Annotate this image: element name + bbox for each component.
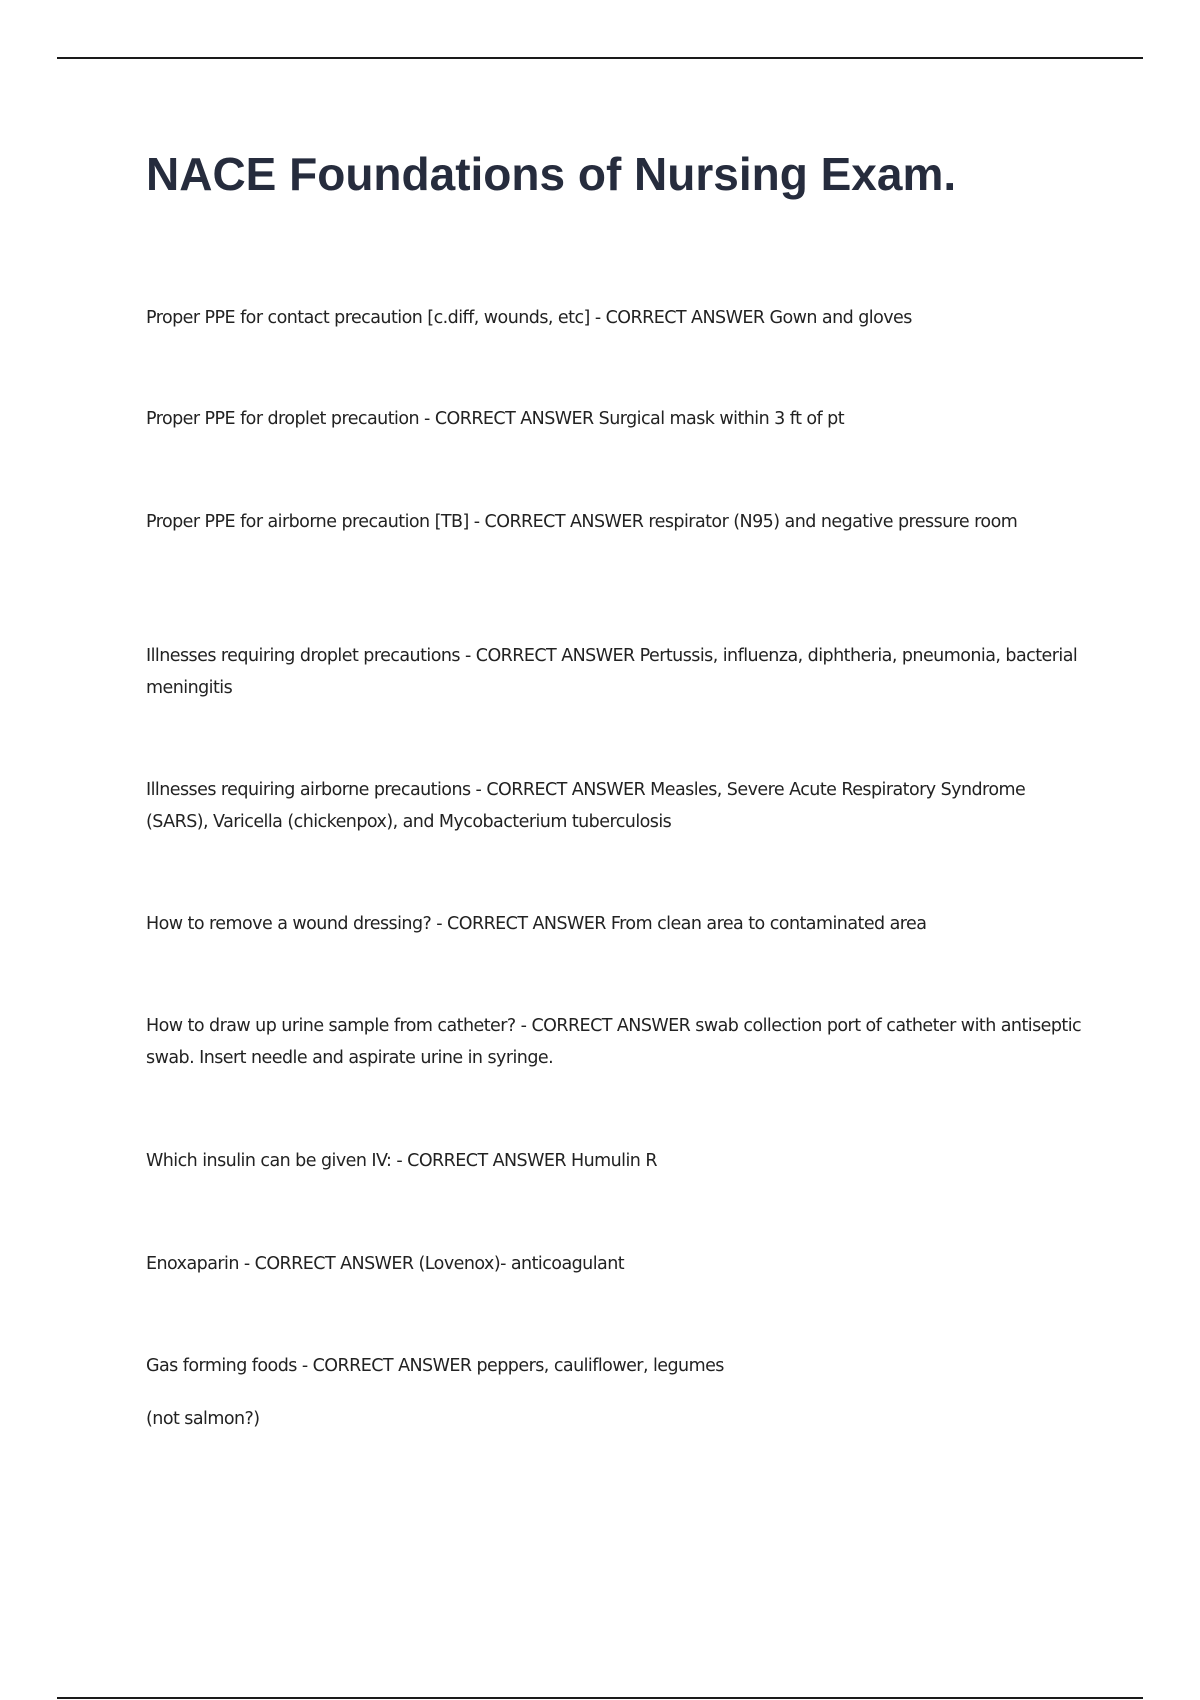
qa-note: (not salmon?) — [146, 1409, 260, 1429]
qa-item-airborne-illnesses: Illnesses requiring airborne precautions - CORRECT ANSWER Measles, Severe Acute Respiratory Syndrome (SARS), Varicella (chickenpox), and Mycobacterium tuberculosis — [146, 780, 1026, 832]
qa-item-droplet-illnesses: Illnesses requiring droplet precautions - CORRECT ANSWER Pertussis, influenza, diphtheria, pneumonia, bacterial meningitis — [146, 646, 1078, 698]
qa-item-droplet-ppe: Proper PPE for droplet precaution - CORRECT ANSWER Surgical mask within 3 ft of pt — [146, 409, 845, 429]
header-rule — [57, 57, 1143, 59]
qa-item-contact-ppe: Proper PPE for contact precaution [c.diff, wounds, etc] - CORRECT ANSWER Gown and gloves — [146, 308, 912, 328]
qa-item-urine-sample: How to draw up urine sample from catheter? - CORRECT ANSWER swab collection port of catheter with antiseptic swab. Insert needle and aspirate urine in syringe. — [146, 1016, 1082, 1068]
qa-item-wound-dressing: How to remove a wound dressing? - CORRECT ANSWER From clean area to contaminated area — [146, 914, 927, 934]
qa-item-iv-insulin: Which insulin can be given IV: - CORRECT ANSWER Humulin R — [146, 1151, 657, 1171]
footer-rule — [57, 1697, 1143, 1699]
qa-item-gas-foods: Gas forming foods - CORRECT ANSWER peppers, cauliflower, legumes — [146, 1356, 724, 1376]
document-title: NACE Foundations of Nursing Exam. — [146, 148, 957, 200]
qa-item-enoxaparin: Enoxaparin - CORRECT ANSWER (Lovenox)- anticoagulant — [146, 1254, 625, 1274]
qa-item-airborne-ppe: Proper PPE for airborne precaution [TB] - CORRECT ANSWER respirator (N95) and negative pressure room — [146, 512, 1018, 532]
